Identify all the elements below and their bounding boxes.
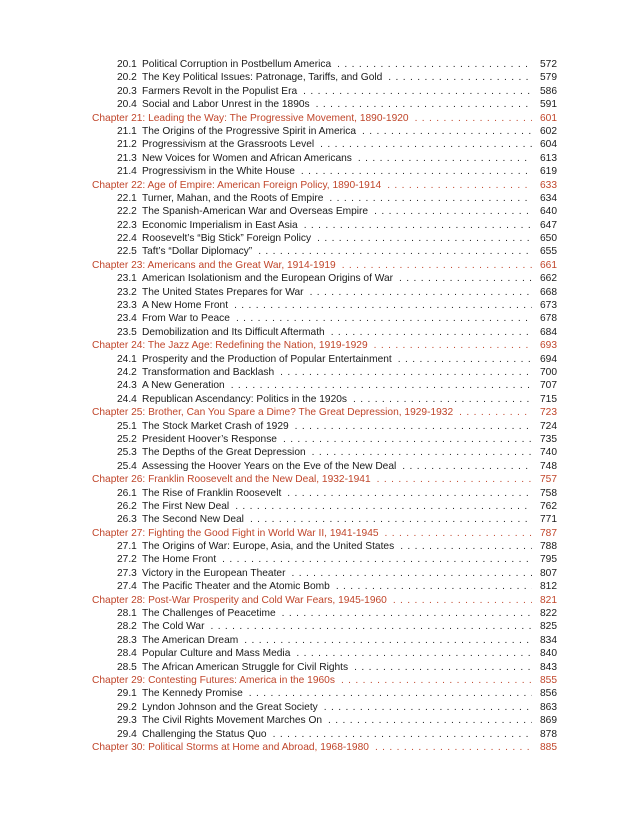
toc-section-link[interactable] [92,580,557,593]
dot-leader [258,245,532,258]
section-title: Victory in the European Theater [142,567,286,579]
page-number: 655 [540,246,557,258]
section-title: President Hoover’s Response [142,433,277,445]
section-number: 24.1 [117,353,137,365]
dot-leader [331,326,532,339]
section-title: Social and Labor Unrest in the 1890s [142,99,310,111]
toc-chapter-link[interactable] [92,406,557,419]
section-number: 23.4 [117,313,137,325]
section-number: 27.1 [117,541,137,553]
page-number: 613 [540,152,557,164]
section-title: A New Home Front [142,300,229,312]
toc-section-link[interactable] [92,714,557,727]
page-number: 748 [540,460,557,472]
toc-section-link[interactable] [92,85,557,98]
dot-leader [317,232,532,245]
dot-leader [353,393,532,406]
section-number: 20.3 [117,85,137,97]
section-number: 21.3 [117,152,137,164]
section-number: 23.2 [117,286,137,298]
page-number: 724 [540,420,557,432]
section-number: 27.3 [117,567,137,579]
chapter-title: Chapter 24: The Jazz Age: Redefining the Nation, 1919-1929 [92,340,368,352]
dot-leader [231,379,532,392]
page-number: 843 [540,661,557,673]
toc-section-link[interactable] [92,701,557,714]
section-number: 22.4 [117,233,137,245]
page-number: 579 [540,72,557,84]
dot-leader [301,165,532,178]
chapter-title: Chapter 28: Post-War Prosperity and Cold War Fears, 1945-1960 [92,594,387,606]
page-number: 740 [540,447,557,459]
page-number: 700 [540,366,557,378]
page-number: 684 [540,326,557,338]
toc-section-link[interactable] [92,232,557,245]
page-number: 633 [540,179,557,191]
page-number: 586 [540,85,557,97]
toc-chapter-link[interactable] [92,741,557,754]
toc-chapter-link[interactable] [92,674,557,687]
section-title: Political Corruption in Postbellum America [142,59,332,70]
toc-section-link[interactable] [92,487,557,500]
section-title: The Pacific Theater and the Atomic Bomb [142,581,330,593]
section-number: 28.5 [117,661,137,673]
section-number: 22.3 [117,219,137,231]
section-title: Republican Ascendancy: Politics in the 1920s [142,393,348,405]
section-number: 24.3 [117,380,137,392]
section-number: 25.3 [117,447,137,459]
dot-leader [402,460,532,473]
toc-section-link[interactable] [92,286,557,299]
dot-leader [400,540,532,553]
page-number: 601 [540,112,557,124]
section-title: The Second New Deal [142,514,244,526]
toc-section-link[interactable] [92,58,557,71]
section-number: 24.2 [117,366,137,378]
section-title: The Key Political Issues: Patronage, Tariffs, and Gold [142,72,383,84]
page-number: 694 [540,353,557,365]
section-number: 27.4 [117,581,137,593]
toc-chapter-link[interactable] [92,339,557,352]
section-title: The Kennedy Promise [142,688,243,700]
section-title: Roosevelt’s “Big Stick” Foreign Policy [142,233,312,245]
toc-section-link[interactable] [92,379,557,392]
page-number: 619 [540,166,557,178]
toc-section-link[interactable] [92,620,557,633]
toc-section-link[interactable] [92,219,557,232]
section-number: 22.5 [117,246,137,258]
page-number: 707 [540,380,557,392]
section-title: Turner, Mahan, and the Roots of Empire [142,192,324,204]
page-number: 735 [540,433,557,445]
section-title: The United States Prepares for War [142,286,304,298]
toc-section-link[interactable] [92,420,557,433]
dot-leader [358,152,532,165]
chapter-title: Chapter 29: Contesting Futures: America in the 1960s [92,674,335,686]
chapter-title: Chapter 26: Franklin Roosevelt and the New Deal, 1932-1941 [92,474,371,486]
page-number: 885 [540,741,557,753]
section-number: 25.4 [117,460,137,472]
section-title: The Origins of the Progressive Spirit in America [142,125,357,137]
toc-section-link[interactable] [92,245,557,258]
toc-section-link[interactable] [92,152,557,165]
section-title: The Depths of the Great Depression [142,447,306,459]
dot-leader [249,687,532,700]
toc-chapter-link[interactable] [92,473,557,486]
page-number: 762 [540,500,557,512]
page-number: 795 [540,554,557,566]
table-of-contents [92,58,557,754]
dot-leader [388,71,532,84]
section-number: 28.3 [117,634,137,646]
toc-section-link[interactable] [92,312,557,325]
page-number: 834 [540,634,557,646]
page-number: 863 [540,701,557,713]
toc-section-link[interactable] [92,446,557,459]
section-number: 25.2 [117,433,137,445]
chapter-title: Chapter 21: Leading the Way: The Progressive Movement, 1890-1920 [92,112,409,124]
page-number: 856 [540,688,557,700]
toc-section-link[interactable] [92,326,557,339]
dot-leader [342,259,532,272]
chapter-title: Chapter 23: Americans and the Great War, 1914-1919 [92,259,336,271]
chapter-title: Chapter 25: Brother, Can You Spare a Dime? The Great Depression, 1929-1932 [92,407,454,419]
toc-section-link[interactable] [92,540,557,553]
page-number: 572 [540,59,557,70]
section-number: 28.4 [117,648,137,660]
page-number: 723 [540,407,557,419]
toc-chapter-link[interactable] [92,179,557,192]
section-title: From War to Peace [142,313,230,325]
toc-section-link[interactable] [92,353,557,366]
toc-section-link[interactable] [92,661,557,674]
toc-section-link[interactable] [92,634,557,647]
section-title: Challenging the Status Quo [142,728,267,740]
section-number: 29.2 [117,701,137,713]
dot-leader [296,647,532,660]
toc-section-link[interactable] [92,125,557,138]
section-title: The Cold War [142,621,205,633]
dot-leader [235,500,532,513]
dot-leader [234,299,532,312]
chapter-title: Chapter 27: Fighting the Good Fight in World War II, 1941-1945 [92,527,379,539]
section-number: 21.1 [117,125,137,137]
dot-leader [210,620,532,633]
toc-section-link[interactable] [92,71,557,84]
page-number: 591 [540,99,557,111]
dot-leader [273,728,532,741]
section-title: The Stock Market Crash of 1929 [142,420,289,432]
section-number: 27.2 [117,554,137,566]
page-number: 661 [540,259,557,271]
dot-leader [377,473,532,486]
section-number: 26.1 [117,487,137,499]
section-title: The Spanish-American War and Overseas Empire [142,206,369,218]
page-number: 821 [540,594,557,606]
page-number: 668 [540,286,557,298]
section-number: 22.2 [117,206,137,218]
section-title: Farmers Revolt in the Populist Era [142,85,298,97]
section-number: 20.4 [117,99,137,111]
page-number: 825 [540,621,557,633]
toc-section-link[interactable] [92,366,557,379]
dot-leader [415,112,532,125]
section-title: Popular Culture and Mass Media [142,648,291,660]
page-number: 673 [540,300,557,312]
dot-leader [354,661,532,674]
dot-leader [459,406,532,419]
dot-leader [310,286,532,299]
toc-section-link[interactable] [92,299,557,312]
section-title: Lyndon Johnson and the Great Society [142,701,318,713]
section-number: 24.4 [117,393,137,405]
section-number: 23.5 [117,326,137,338]
section-number: 21.4 [117,166,137,178]
toc-section-link[interactable] [92,393,557,406]
dot-leader [304,219,532,232]
section-number: 26.2 [117,500,137,512]
section-number: 28.2 [117,621,137,633]
toc-section-link[interactable] [92,647,557,660]
section-title: Prosperity and the Production of Popular Entertainment [142,353,392,365]
page-number: 822 [540,608,557,620]
section-number: 29.3 [117,715,137,727]
section-title: Progressivism at the Grassroots Level [142,139,315,151]
dot-leader [393,594,532,607]
toc-section-link[interactable] [92,500,557,513]
page-number: 662 [540,273,557,285]
section-title: The First New Deal [142,500,230,512]
dot-leader [303,85,532,98]
section-title: Taft’s “Dollar Diplomacy” [142,246,253,258]
section-number: 28.1 [117,608,137,620]
dot-leader [250,513,532,526]
section-title: The Home Front [142,554,217,566]
toc-section-link[interactable] [92,513,557,526]
page-number: 758 [540,487,557,499]
dot-leader [295,420,532,433]
page-number: 855 [540,674,557,686]
page-number: 771 [540,514,557,526]
page-number: 650 [540,233,557,245]
section-number: 29.1 [117,688,137,700]
toc-section-link[interactable] [92,205,557,218]
page-number: 602 [540,125,557,137]
section-title: The Challenges of Peacetime [142,608,276,620]
dot-leader [398,353,532,366]
dot-leader [312,446,532,459]
section-number: 20.2 [117,72,137,84]
page-number: 878 [540,728,557,740]
section-title: The Civil Rights Movement Marches On [142,715,323,727]
dot-leader [374,205,532,218]
section-title: The American Dream [142,634,239,646]
dot-leader [282,607,532,620]
section-title: Assessing the Hoover Years on the Eve of the New Deal [142,460,397,472]
toc-section-link[interactable] [92,433,557,446]
section-title: The African American Struggle for Civil Rights [142,661,349,673]
section-title: American Isolationism and the European Origins of War [142,273,394,285]
section-title: Demobilization and Its Difficult Aftermath [142,326,325,338]
dot-leader [336,580,532,593]
section-title: Progressivism in the White House [142,166,295,178]
dot-leader [328,714,532,727]
toc-section-link[interactable] [92,165,557,178]
section-number: 29.4 [117,728,137,740]
toc-section-link[interactable] [92,728,557,741]
dot-leader [387,179,532,192]
toc-chapter-link[interactable] [92,112,557,125]
page-number: 604 [540,139,557,151]
dot-leader [324,701,532,714]
page-number: 812 [540,581,557,593]
page-number: 647 [540,219,557,231]
section-title: Economic Imperialism in East Asia [142,219,298,231]
toc-section-link[interactable] [92,687,557,700]
toc-section-link[interactable] [92,192,557,205]
page-number: 869 [540,715,557,727]
toc-section-link[interactable] [92,567,557,580]
section-number: 20.1 [117,59,137,70]
page-number: 757 [540,474,557,486]
section-number: 21.2 [117,139,137,151]
page-number: 840 [540,648,557,660]
page-number: 640 [540,206,557,218]
dot-leader [341,674,532,687]
dot-leader [320,138,532,151]
toc-section-link[interactable] [92,138,557,151]
section-number: 23.3 [117,300,137,312]
toc-section-link[interactable] [92,607,557,620]
dot-leader [236,312,532,325]
dot-leader [283,433,532,446]
section-title: A New Generation [142,380,225,392]
dot-leader [375,741,532,754]
dot-leader [362,125,532,138]
dot-leader [316,98,532,111]
dot-leader [291,567,532,580]
page-number: 788 [540,541,557,553]
section-number: 23.1 [117,273,137,285]
toc-section-link[interactable] [92,98,557,111]
dot-leader [244,634,532,647]
dot-leader [287,487,532,500]
toc-chapter-link[interactable] [92,594,557,607]
section-number: 22.1 [117,192,137,204]
dot-leader [374,339,532,352]
chapter-title: Chapter 22: Age of Empire: American Foreign Policy, 1890-1914 [92,179,382,191]
dot-leader [280,366,532,379]
dot-leader [337,58,532,71]
page-number: 807 [540,567,557,579]
dot-leader [385,527,532,540]
section-number: 26.3 [117,514,137,526]
section-title: The Origins of War: Europe, Asia, and the United States [142,541,395,553]
toc-section-link[interactable] [92,272,557,285]
section-number: 25.1 [117,420,137,432]
section-title: Transformation and Backlash [142,366,275,378]
page-number: 693 [540,340,557,352]
page-number: 715 [540,393,557,405]
toc-chapter-link[interactable] [92,527,557,540]
section-title: The Rise of Franklin Roosevelt [142,487,282,499]
dot-leader [399,272,532,285]
section-title: New Voices for Women and African Americans [142,152,352,164]
chapter-title: Chapter 30: Political Storms at Home and Abroad, 1968-1980 [92,741,369,753]
toc-chapter-link[interactable] [92,259,557,272]
dot-leader [222,553,532,566]
toc-section-link[interactable] [92,460,557,473]
dot-leader [329,192,532,205]
page-number: 634 [540,192,557,204]
page-number: 787 [540,527,557,539]
page-number: 678 [540,313,557,325]
toc-section-link[interactable] [92,553,557,566]
